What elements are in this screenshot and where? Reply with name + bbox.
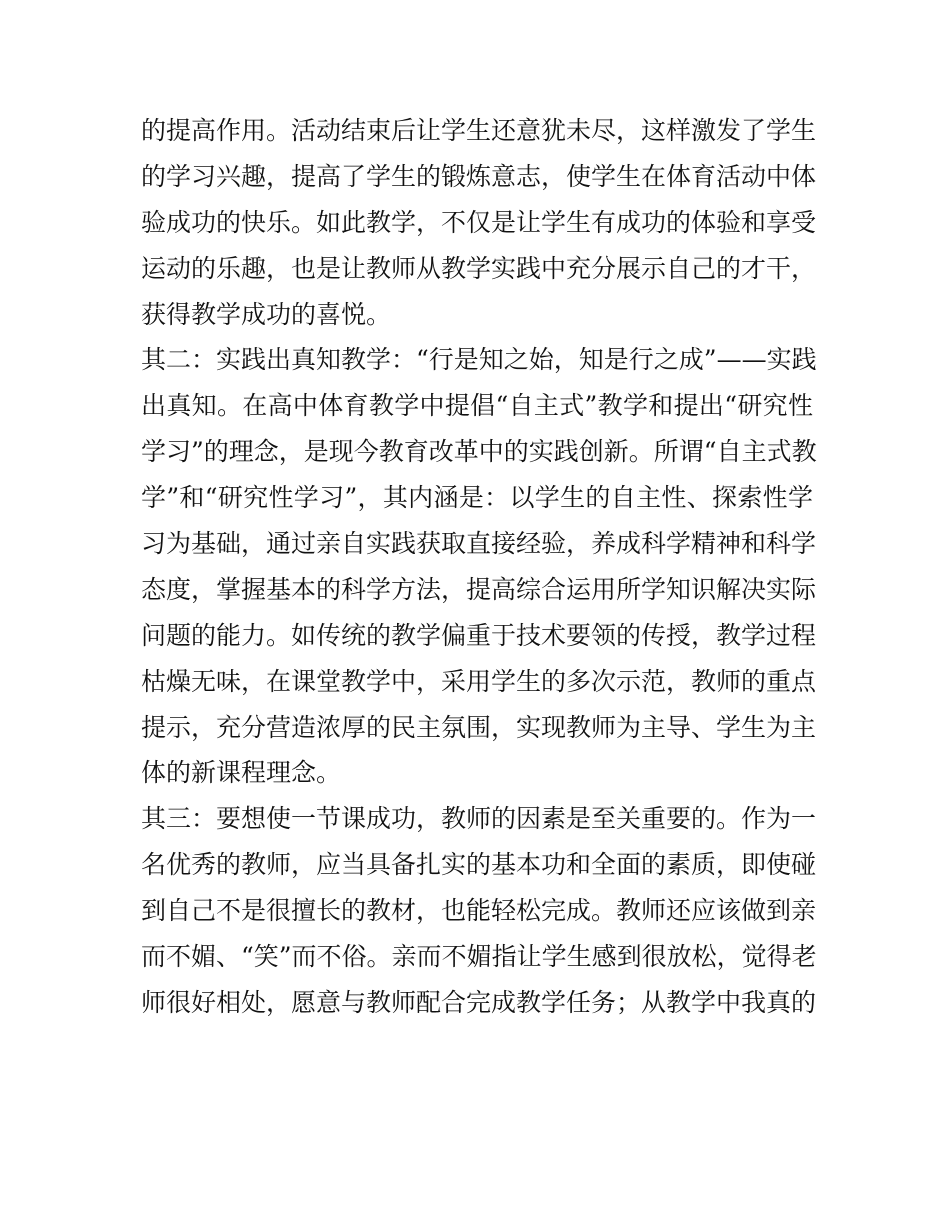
text-line: 的学习兴趣，提高了学生的锻炼意志，使学生在体育活动中体: [141, 161, 817, 191]
text-line: 到自己不是很擅长的教材，也能轻松完成。教师还应该做到亲: [141, 896, 817, 926]
paragraph-2: [141, 337, 817, 796]
text-line: 的提高作用。活动结束后让学生还意犹未尽，这样激发了学生: [141, 116, 817, 145]
text-line: 其二：实践出真知教学：“行是知之始，知是行之成”——实践: [141, 345, 817, 375]
text-line: 获得教学成功的喜悦。: [141, 299, 392, 329]
body-text: [141, 108, 817, 1026]
text-line: 学习”的理念，是现今教育改革中的实践创新。所谓“自主式教: [141, 437, 817, 467]
text-line: 运动的乐趣，也是让教师从教学实践中充分展示自己的才干，: [141, 253, 817, 283]
text-line: 而不媚、“笑”而不俗。亲而不媚指让学生感到很放松，觉得老: [141, 942, 817, 972]
text-line: 验成功的快乐。如此教学，不仅是让学生有成功的体验和享受: [141, 207, 817, 237]
text-line: 师很好相处，愿意与教师配合完成教学任务；从教学中我真的: [141, 987, 817, 1017]
paragraph-3: [141, 796, 817, 1025]
text-line: 习为基础，通过亲自实践获取直接经验，养成科学精神和科学: [141, 529, 817, 559]
text-line: 其三：要想使一节课成功，教师的因素是至关重要的。作为一: [141, 804, 817, 834]
text-line: 学”和“研究性学习”，其内涵是：以学生的自主性、探索性学: [141, 483, 813, 513]
text-line: 问题的能力。如传统的教学偏重于技术要领的传授，教学过程: [141, 620, 817, 650]
text-line: 枯燥无味，在课堂教学中，采用学生的多次示范，教师的重点: [141, 666, 817, 696]
text-line: 名优秀的教师，应当具备扎实的基本功和全面的素质，即使碰: [141, 850, 817, 880]
paragraph-1: [141, 108, 817, 337]
text-line: 出真知。在高中体育教学中提倡“自主式”教学和提出“研究性: [141, 391, 813, 421]
text-line: 体的新课程理念。: [141, 758, 342, 788]
text-line: 态度，掌握基本的科学方法，提高综合运用所学知识解决实际: [141, 574, 817, 604]
text-line: 提示，充分营造浓厚的民主氛围，实现教师为主导、学生为主: [141, 712, 817, 742]
